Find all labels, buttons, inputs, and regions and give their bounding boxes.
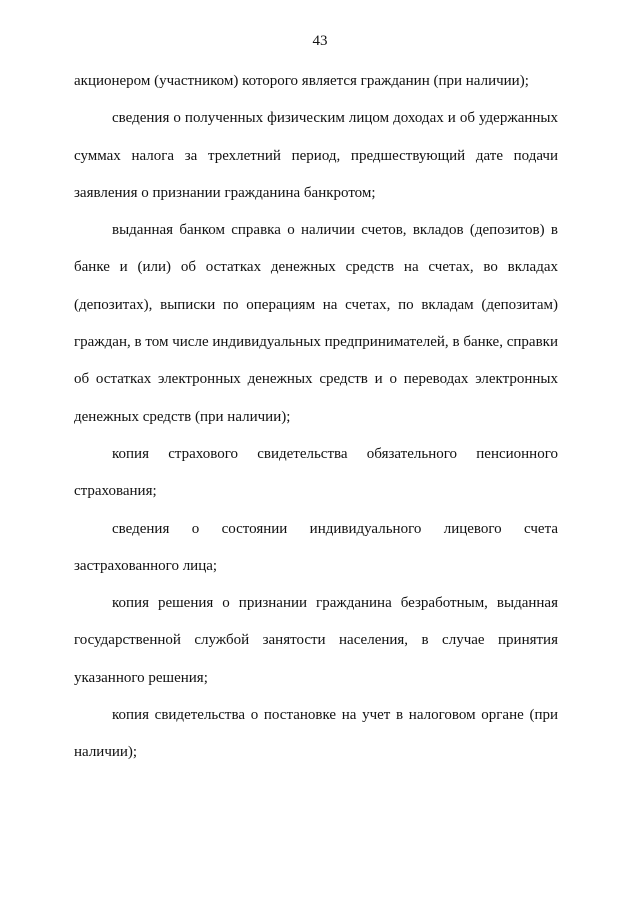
text-line: указанного решения;	[74, 669, 208, 686]
page-number: 43	[312, 33, 328, 49]
text-line: наличии);	[74, 744, 138, 761]
paragraph-personal-account	[74, 511, 558, 586]
text-line: граждан, в том числе индивидуальных предпринимателей, в банке, справки	[74, 334, 558, 351]
text-line: копия решения о признании гражданина безработным, выданная	[112, 595, 558, 612]
paragraph-income-info	[74, 100, 558, 212]
document-body	[74, 63, 558, 772]
text-line: (депозитах), выписки по операциям на счетах, по вкладам (депозитам)	[74, 296, 558, 313]
paragraph-pension-certificate	[74, 436, 558, 511]
text-line: акционером (участником) которого является гражданин (при наличии);	[74, 73, 529, 89]
paragraph-bank-statement	[74, 212, 558, 436]
text-line: заявления о признании гражданина банкротом;	[74, 184, 376, 201]
text-line: денежных средств (при наличии);	[74, 408, 291, 425]
paragraph-shareholder-continuation	[74, 63, 558, 100]
text-line: сведения о состоянии индивидуального лицевого счета	[112, 520, 558, 537]
text-line: выданная банком справка о наличии счетов, вкладов (депозитов) в	[112, 222, 558, 239]
text-line: сведения о полученных физическим лицом доходах и об удержанных	[112, 110, 558, 127]
text-line: государственной службой занятости населения, в случае принятия	[74, 632, 558, 649]
text-line: страхования;	[74, 483, 157, 500]
text-line: об остатках электронных денежных средств и о переводах электронных	[74, 371, 558, 388]
text-line: копия свидетельства о постановке на учет в налоговом органе (при	[112, 707, 558, 724]
paragraph-unemployment-decision	[74, 585, 558, 697]
text-line: банке и (или) об остатках денежных средств на счетах, во вкладах	[74, 259, 558, 276]
text-line: копия страхового свидетельства обязательного пенсионного	[112, 445, 558, 462]
text-line: застрахованного лица;	[74, 557, 218, 574]
paragraph-tax-registration	[74, 697, 558, 772]
text-line: суммах налога за трехлетний период, предшествующий дате подачи	[74, 147, 558, 164]
